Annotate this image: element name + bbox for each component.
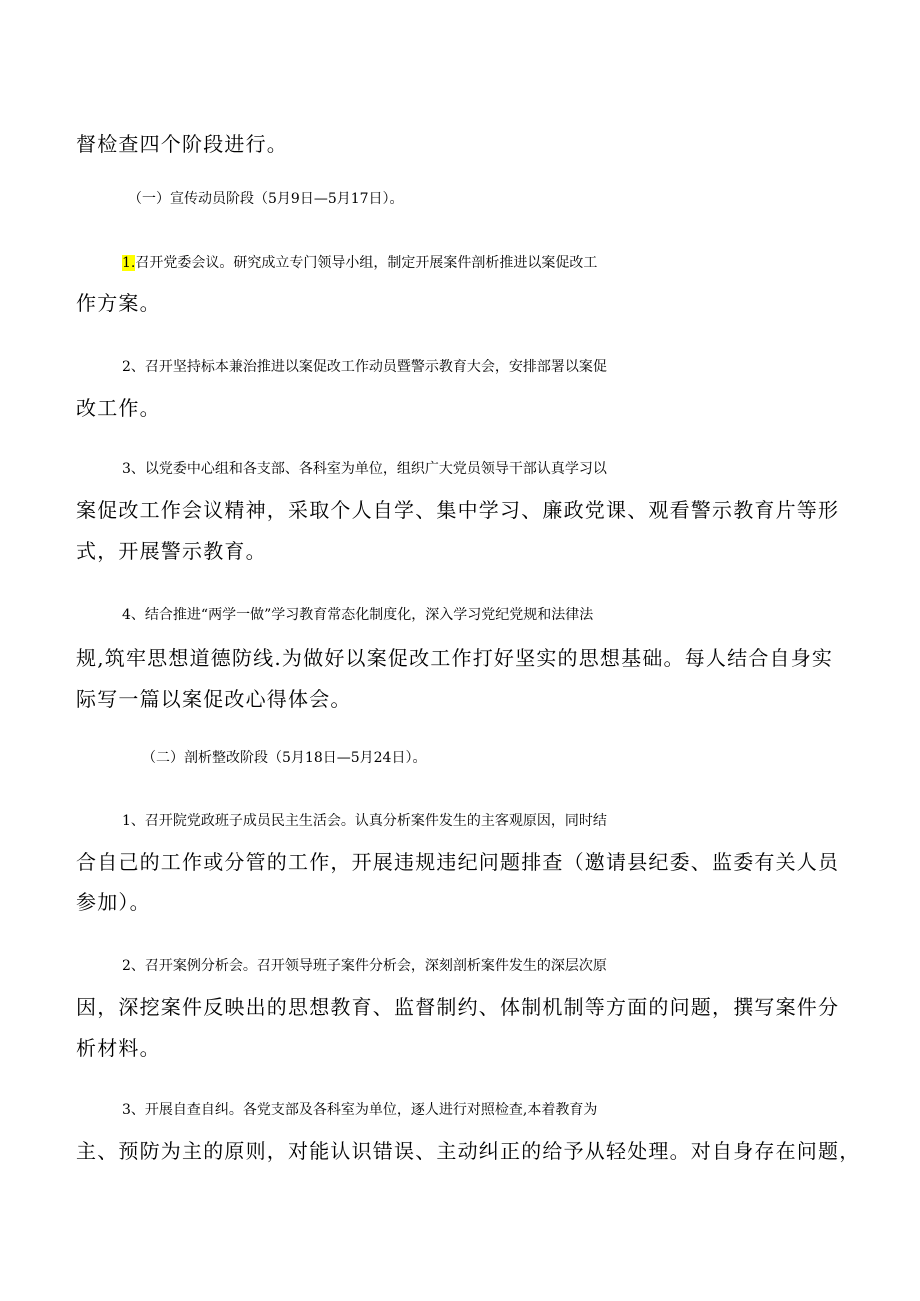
stage2-item3-line2: 主、预防为主的原则，对能认识错误、主动纠正的给予从轻处理。对自身存在问题， (76, 1139, 861, 1163)
stage1-item4-line3: 际写一篇以案促改心得体会。 (76, 687, 352, 711)
stage1-item4-line1: 4、结合推进“两学一做”学习教育常态化制度化，深入学习党纪党规和法律法 (122, 607, 594, 623)
paragraph-intro-tail: 督检查四个阶段进行。 (76, 132, 288, 156)
stage1-item1-line2: 作方案。 (76, 291, 161, 315)
stage1-item2-line1: 2、召开坚持标本兼治推进以案促改工作动员暨警示教育大会，安排部署以案促 (122, 359, 607, 375)
stage1-item4-line2: 规,筑牢思想道德防线.为做好以案促改工作打好坚实的思想基础。每人结合自身实 (76, 646, 834, 670)
highlighted-item-number: 1. (122, 255, 136, 271)
stage1-heading: （一）宣传动员阶段（5月9日—5月17日）。 (128, 191, 404, 207)
stage2-item3-line1: 3、开展自查自纠。各党支部及各科室为单位，逐人进行对照检查,本着教育为 (122, 1102, 598, 1118)
stage2-item2-line1: 2、召开案例分析会。召开领导班子案件分析会，深刻剖析案件发生的深层次原 (122, 958, 607, 974)
stage1-item3-line2: 案促改工作会议精神，采取个人自学、集中学习、廉政党课、观看警示教育片等形 (76, 498, 840, 522)
stage2-item1-line3: 参加）。 (76, 890, 151, 914)
stage2-item2-line3: 析材料。 (76, 1036, 161, 1060)
stage2-heading: （二）剖析整改阶段（5月18日—5月24日）。 (142, 750, 427, 766)
stage2-item2-line2: 因，深挖案件反映出的思想教育、监督制约、体制机制等方面的问题，撰写案件分 (76, 995, 840, 1019)
stage2-item1-line1: 1、召开院党政班子成员民主生活会。认真分析案件发生的主客观原因，同时结 (122, 813, 607, 829)
stage1-item3-line3: 式，开展警示教育。 (76, 539, 267, 563)
stage1-item1-text: 召开党委会议。研究成立专门领导小组，制定开展案件剖析推进以案促改工 (135, 255, 598, 271)
stage1-item3-line1: 3、以党委中心组和各支部、各科室为单位，组织广大党员领导干部认真学习以 (122, 461, 607, 477)
stage2-item1-line2: 合自己的工作或分管的工作，开展违规违纪问题排查（邀请县纪委、监委有关人员 (76, 850, 840, 874)
stage1-item2-line2: 改工作。 (76, 396, 161, 420)
stage1-item1-line1 (122, 250, 912, 276)
